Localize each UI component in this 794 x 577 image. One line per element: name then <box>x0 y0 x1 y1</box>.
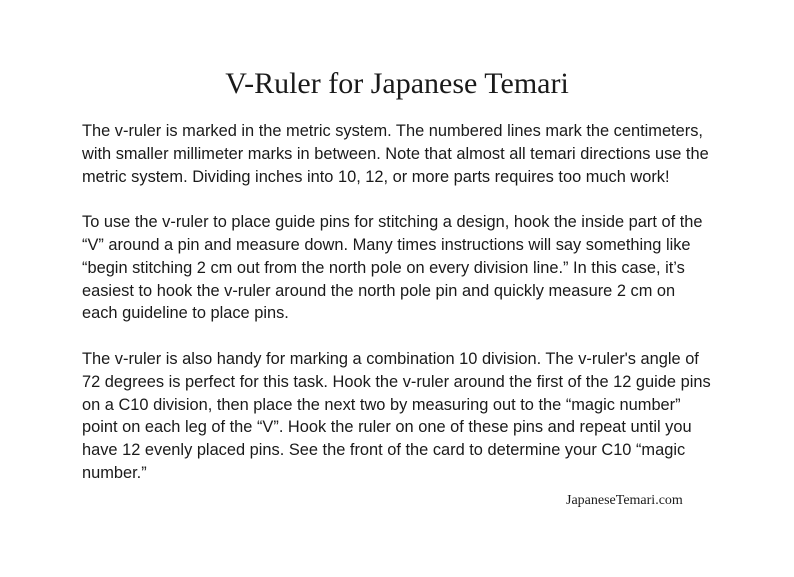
text-line: point on each leg of the “V”. Hook the ruler on one of these pins and repeat until you <box>82 418 692 437</box>
text-line: “begin stitching 2 cm out from the north pole on every division line.” In this case, it’s <box>82 258 685 277</box>
text-line: “V” around a pin and measure down. Many times instructions will say something like <box>82 235 691 254</box>
text-line: The v-ruler is marked in the metric system. The numbered lines mark the centimeters, <box>82 122 703 140</box>
text-line: metric system. Dividing inches into 10, 12, or more parts requires too much work! <box>82 167 670 186</box>
text-line: To use the v-ruler to place guide pins for stitching a design, hook the inside part of the <box>82 213 703 232</box>
body-text <box>82 120 722 508</box>
text-line: number.” <box>82 463 147 482</box>
paragraph-metric-system <box>82 120 722 188</box>
paragraph-c10-division <box>82 348 722 485</box>
paragraph-guide-pins <box>82 211 722 325</box>
text-line: 72 degrees is perfect for this task. Hook the v-ruler around the first of the 12 guide pins <box>82 372 711 391</box>
text-line: have 12 evenly placed pins. See the front of the card to determine your C10 “magic <box>82 441 686 460</box>
text-line: on a C10 division, then place the next two by measuring out to the “magic number” <box>82 395 681 414</box>
text-line: The v-ruler is also handy for marking a combination 10 division. The v-ruler's angle of <box>82 349 699 368</box>
text-line: each guideline to place pins. <box>82 304 289 323</box>
text-line: with smaller millimeter marks in between. Note that almost all temari directions use the <box>82 144 709 163</box>
page-title: V-Ruler for Japanese Temari <box>225 67 569 100</box>
website-footer: JapaneseTemari.com <box>566 493 683 508</box>
text-line: easiest to hook the v-ruler around the north pole pin and quickly measure 2 cm on <box>82 281 676 300</box>
